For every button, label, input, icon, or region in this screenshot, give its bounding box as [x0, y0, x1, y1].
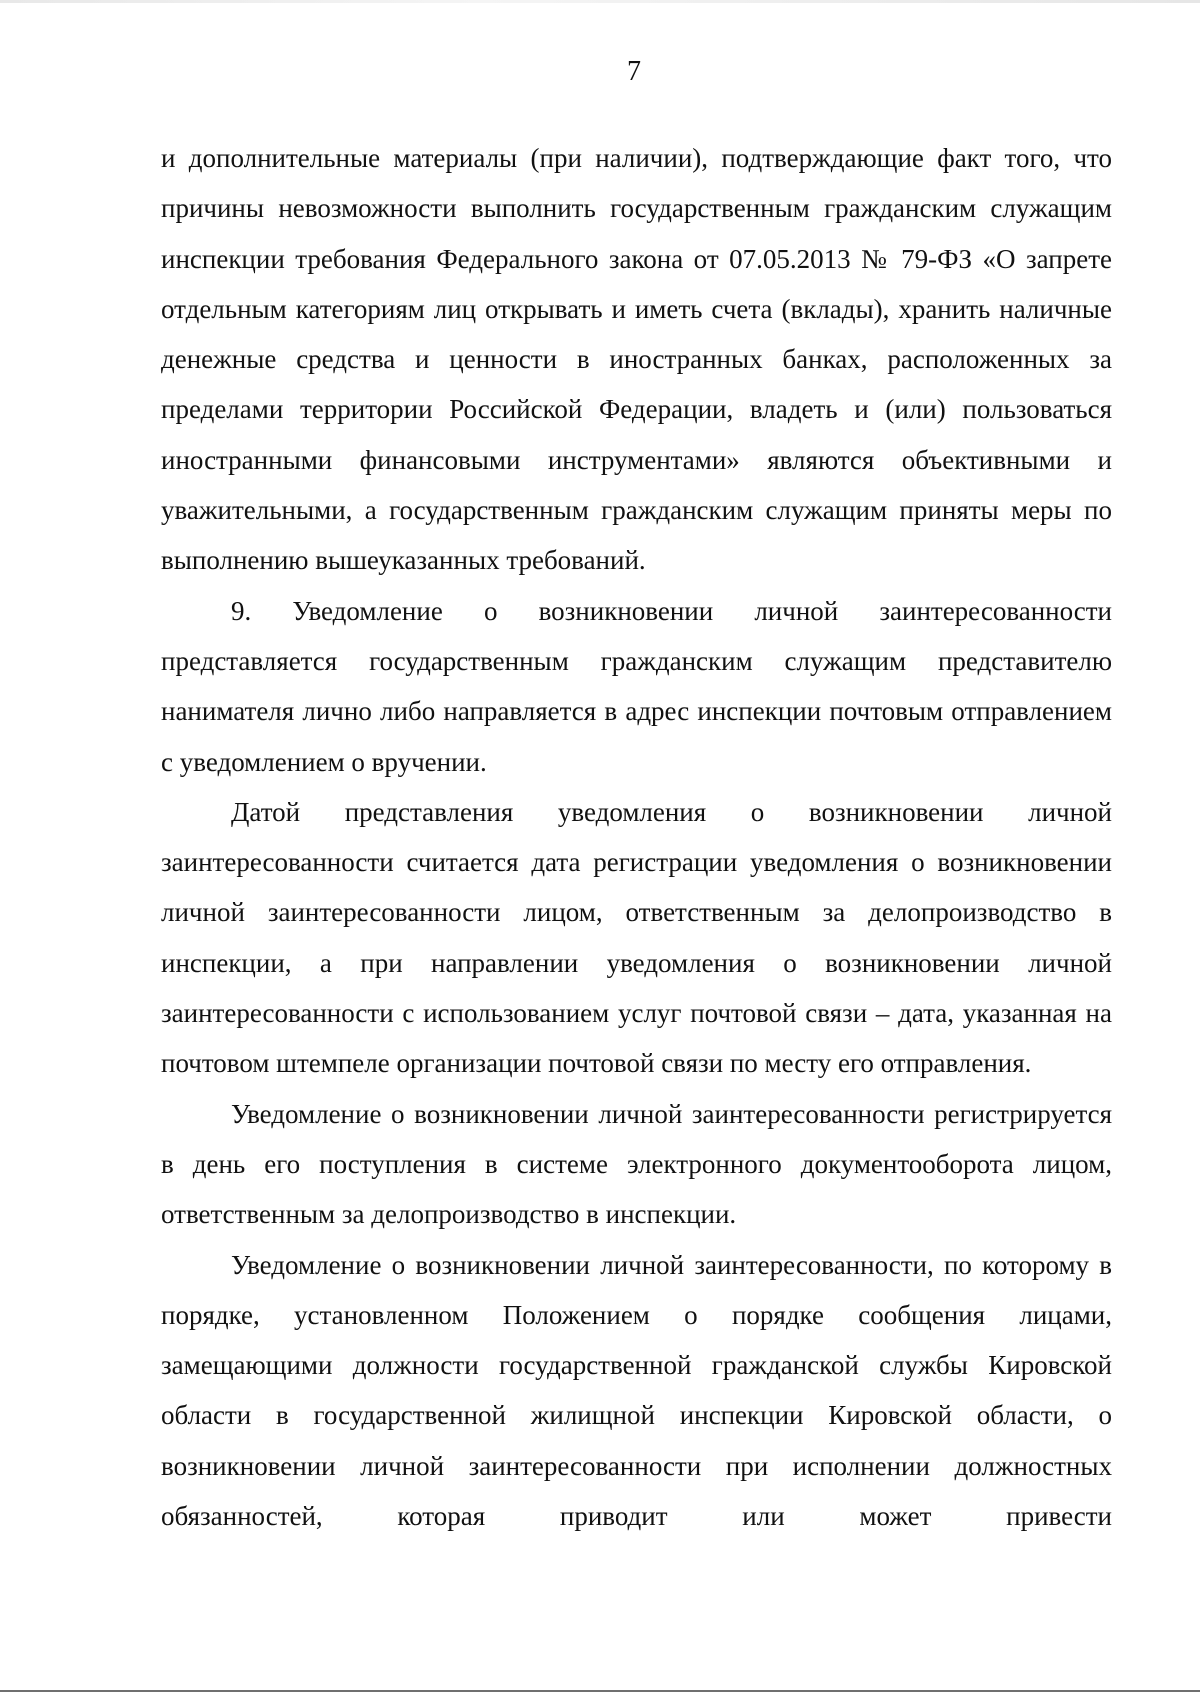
scan-bottom-edge: [0, 1690, 1200, 1692]
document-body: [161, 133, 1112, 1541]
paragraph-5: Уведомление о возникновении личной заинтересованности, по которому в порядке, установленном Положением о порядке сообщения лицами, замещающими должности государственной гражданской службы Кировской области в государственной жилищной инспекции Кировской области, о возникновении личной заинтересованности при исполнении должностных обязанностей, которая приводит или может привести: [161, 1249, 1112, 1532]
paragraph-4: Уведомление о возникновении личной заинтересованности регистрируется в день его поступления в системе электронного документооборота лицом, ответственным за делопроизводство в инспекции.: [161, 1098, 1112, 1230]
paragraph-1: и дополнительные материалы (при наличии), подтверждающие факт того, что причины невозможности выполнить государственным гражданским служащим инспекции требования Федерального закона от 07.05.2013 № 79-ФЗ «О запрете отдельным категориям лиц открывать и иметь счета (вклады), хранить наличные денежные средства и ценности в иностранных банках, расположенных за пределами территории Российской Федерации, владеть и (или) пользоваться иностранными финансовыми инструментами» являются объективными и уважительными, а государственным гражданским служащим приняты меры по выполнению вышеуказанных требований.: [161, 143, 1112, 576]
paragraph-2: 9. Уведомление о возникновении личной заинтересованности представляется государственным гражданским служащим представителю нанимателя лично либо направляется в адрес инспекции почтовым отправлением с уведомлением о вручении.: [161, 595, 1112, 777]
page-number: 7: [627, 56, 641, 87]
paragraph-3: Датой представления уведомления о возникновении личной заинтересованности считается дата регистрации уведомления о возникновении личной заинтересованности лицом, ответственным за делопроизводство в инспекции, а при направлении уведомления о возникновении личной заинтересованности с использованием услуг почтовой связи – дата, указанная на почтовом штемпеле организации почтовой связи по месту его отправления.: [161, 796, 1112, 1079]
scan-top-edge: [0, 0, 1200, 3]
